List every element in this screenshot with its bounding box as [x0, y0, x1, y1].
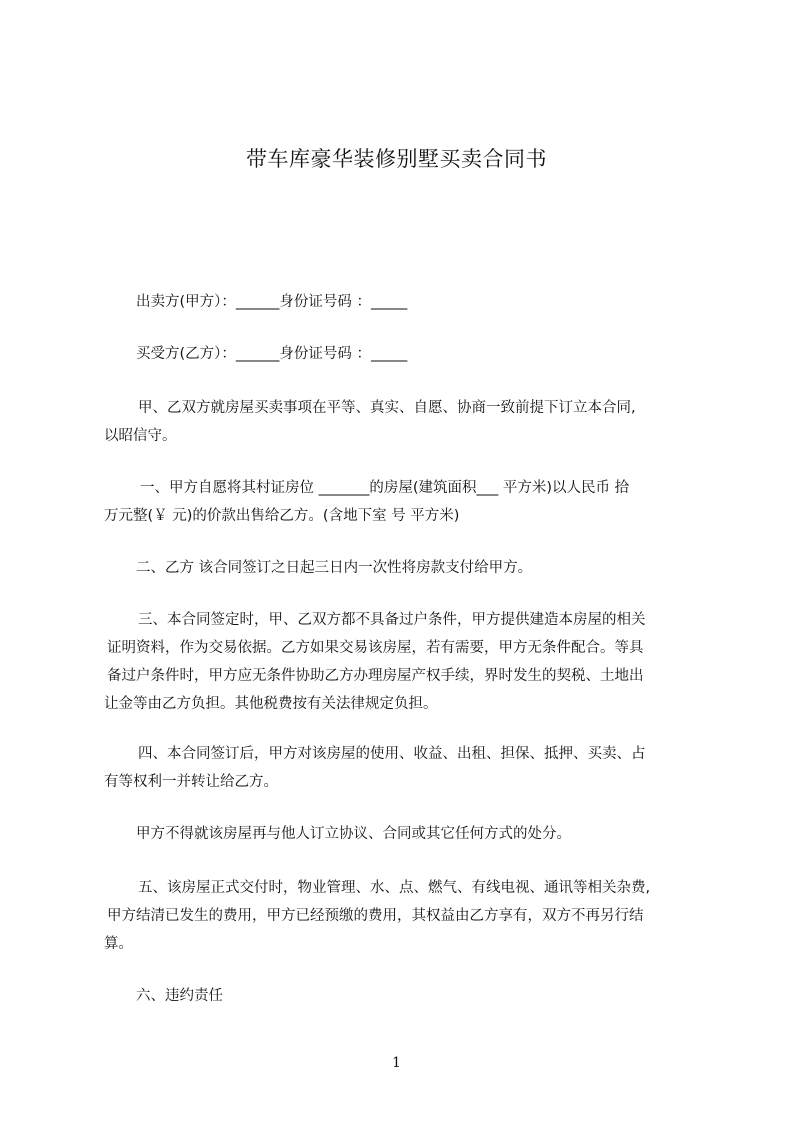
seller-line: [104, 288, 704, 316]
intro-line: 甲、乙双方就房屋买卖事项在平等、真实、自愿、协商一致前提下订立本合同,: [138, 400, 636, 416]
clause-5-line: 五、该房屋正式交付时，物业管理、水、点、燃气、有线电视、通讯等相关杂费,: [138, 880, 651, 896]
page-number: 1: [392, 1055, 401, 1071]
clause-3-line: 备过户条件时，甲方应无条件协助乙方办理房屋产权手续，界时发生的契税、土地出: [107, 668, 644, 684]
seller-line-text: 出卖方(甲方）：______身份证号码 ：_____: [136, 294, 408, 310]
clause-1: [104, 474, 704, 530]
clause-6: [104, 982, 704, 1010]
clause-3-line: 让金等由乙方负担。其他税费按有关法律规定负担。: [104, 696, 438, 712]
clause-3: [104, 606, 704, 718]
clause-5-line: 甲方结清已发生的费用，甲方已经预缴的费用，其权益由乙方享有，双方不再另行结: [107, 908, 644, 924]
document-title: 带车库豪华装修别墅买卖合同书: [246, 147, 547, 171]
clause-1-line: 一、甲方自愿将其村证房位 _______的房屋(建筑面积___ 平方米)以人民币 拾: [140, 480, 630, 496]
clause-4: [104, 740, 704, 796]
clause-5-line: 算。: [104, 936, 133, 952]
buyer-line-text: 买受方(乙方）：______身份证号码 ：_____: [136, 346, 408, 362]
clause-4-line: 有等权利一并转让给乙方。: [104, 774, 278, 790]
clause-2-line: 二、乙方 该合同签订之日起三日内一次性将房款支付给甲方。: [136, 560, 533, 576]
clause-1-line: 万元整(￥ 元)的价款出售给乙方。(含地下室 号 平方米): [104, 508, 460, 524]
clause-4-note: [104, 820, 704, 848]
buyer-line: [104, 340, 704, 368]
clause-5: [104, 874, 704, 958]
clause-4-note-line: 甲方不得就该房屋再与他人订立协议、合同或其它任何方式的处分。: [136, 826, 571, 842]
clause-6-line: 六、违约责任: [136, 988, 223, 1004]
clause-3-line: 三、本合同签定时，甲、乙双方都不具备过户条件，甲方提供建造本房屋的相关: [138, 612, 646, 628]
clause-3-line: 证明资料，作为交易依据。乙方如果交易该房屋，若有需要，甲方无条件配合。等具: [107, 640, 644, 656]
intro-line: 以昭信守。: [104, 428, 177, 444]
intro-paragraph: [104, 394, 704, 450]
clause-4-line: 四、本合同签订后，甲方对该房屋的使用、收益、出租、担保、抵押、买卖、占: [138, 746, 646, 762]
clause-2: [104, 554, 704, 582]
